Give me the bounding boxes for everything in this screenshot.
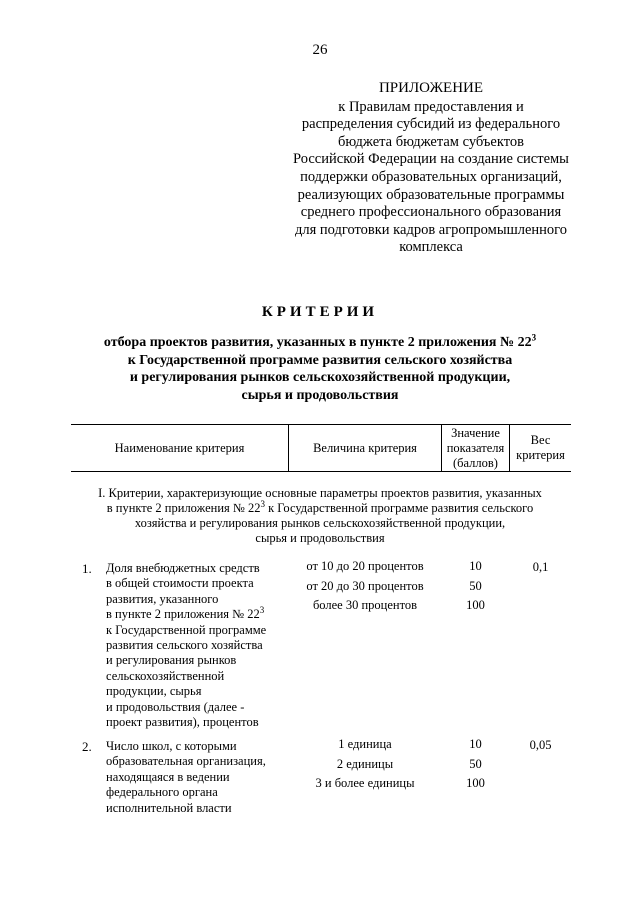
criterion-weight: 0,1 bbox=[532, 560, 549, 574]
criterion-name: Число школ, с которыми образовательная организация, находящаяся в ведении федерального органа исполнительной власти bbox=[106, 739, 266, 815]
criterion-scores: 10 50 100 bbox=[466, 559, 485, 612]
document-title: КРИТЕРИИ bbox=[261, 304, 379, 320]
appendix-line: реализующих образовательные программы bbox=[297, 186, 565, 203]
appendix-block bbox=[262, 80, 600, 257]
superscript: 3 bbox=[531, 332, 537, 343]
header-weight: Вес критерия bbox=[516, 433, 565, 462]
appendix-line: Российской Федерации на создание системы bbox=[293, 151, 569, 168]
header-criterion-name: Наименование критерия bbox=[114, 440, 245, 455]
criterion-values: от 10 до 20 процентов от 20 до 30 процентов более 30 процентов bbox=[306, 559, 424, 612]
superscript: 3 bbox=[259, 605, 265, 616]
page-number: 26 bbox=[312, 42, 328, 58]
header-criterion-magnitude: Величина критерия bbox=[313, 440, 417, 455]
criterion-name: Доля внебюджетных средств в общей стоимости проекта развития, указанного в пункте 2 приложения № $22^3$ к Государственной программе развития сельского хозяйства и регулирования рынков сельскохозяйственной продукции, сырья и продовольствия (далее - проект развития), процентов bbox=[106, 561, 267, 730]
section-heading: I. Критерии, характеризующие основные параметры проектов развития, указанных в пункте 2 приложения № $22^3$ к Государственной программе развития сельского хозяйства и регулирования рынков сельскохозяйственной продукции, сырья и продовольствия bbox=[98, 486, 542, 545]
row-number: 2. bbox=[82, 739, 92, 754]
header-score: Значение показателя (баллов) bbox=[446, 425, 505, 470]
appendix-line: поддержки образовательных организаций, bbox=[300, 168, 562, 185]
subtitle-line: сырья и продовольствия bbox=[241, 387, 399, 403]
document-subtitle bbox=[60, 334, 580, 404]
subtitle-line: и регулирования рынков сельскохозяйственной продукции, bbox=[129, 370, 511, 386]
appendix-line: для подготовки кадров агропромышленного bbox=[294, 221, 568, 238]
appendix-line: среднего профессионального образования bbox=[300, 204, 562, 221]
subtitle-line: к Государственной программе развития сельского хозяйства bbox=[127, 352, 513, 368]
appendix-line: к Правилам предоставления и bbox=[338, 98, 524, 115]
subtitle-line: отбора проектов развития, указанных в пункте 2 приложения № $22^3$ bbox=[103, 332, 537, 350]
table-header-rule bbox=[71, 471, 571, 472]
appendix-heading: ПРИЛОЖЕНИЕ bbox=[378, 80, 484, 96]
criterion-scores: 10 50 100 bbox=[466, 737, 485, 790]
appendix-line: комплекса bbox=[399, 239, 463, 256]
appendix-line: распределения субсидий из федерального bbox=[301, 116, 561, 133]
criterion-weight: 0,05 bbox=[529, 738, 552, 752]
criterion-values: 1 единица 2 единицы 3 и более единицы bbox=[315, 737, 415, 790]
appendix-line: бюджета бюджетам субъектов bbox=[338, 133, 524, 150]
superscript: 3 bbox=[260, 498, 265, 509]
row-number: 1. bbox=[82, 561, 92, 576]
